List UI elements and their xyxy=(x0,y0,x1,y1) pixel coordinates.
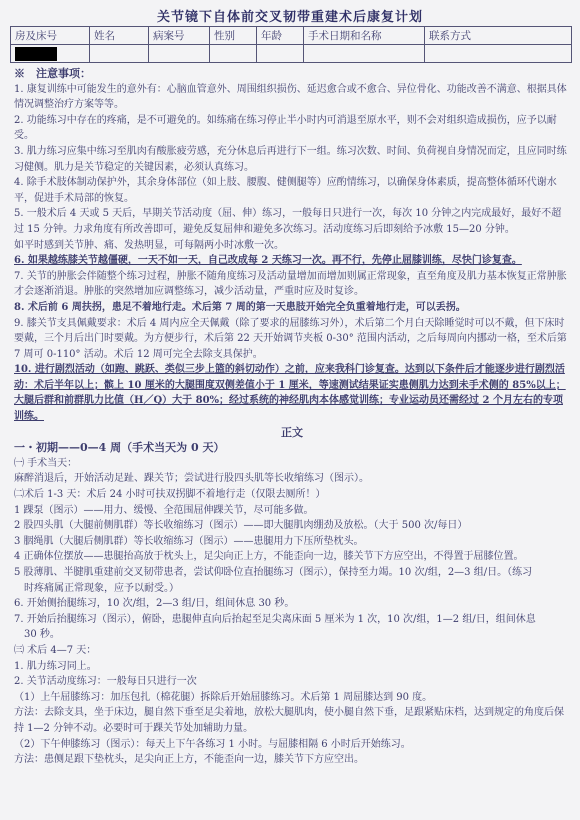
note-9: 9. 膝关节支具佩戴要求：术后 4 周内应全天佩戴（除了要求的屈膝练习外），术后第二个月白天除睡觉时可以不戴，但下床时要戴，三个月后出门时要戴。为方便步行，术后第 22 天开始调节夹板 0-30° 范围内活动，之后每周向内挪动一格，至术后第 7 周可 0-110° 活动。术后 12 周可完全去除支具保护。 xyxy=(14,317,567,360)
info-value-row xyxy=(11,45,572,63)
info-value-contact xyxy=(425,45,572,63)
morning-flexion: （1）上午屈膝练习：加压包扎（棉花腿）拆除后开始屈膝练习。术后第 1 周屈膝达到 90 度。 xyxy=(14,691,433,703)
body-heading: 正文 xyxy=(281,425,303,439)
days1-3-title: ㈡术后 1-3 天：术后 24 小时可扶双拐脚不着地行走（仅限去厕所！） xyxy=(14,489,326,501)
note-1: 1. 康复训练中可能发生的意外有：心脑血管意外、周围组织损伤、延迟愈合或不愈合、异位骨化、功能改善不满意、根据具体情况调整治疗方案等等。 xyxy=(14,83,567,111)
day0-text: 麻醉消退后，开始活动足趾、踝关节；尝试进行股四头肌等长收缩练习（图示）。 xyxy=(14,473,369,485)
notes-heading: ※ 注意事项： xyxy=(14,67,91,80)
exercise-7: 7. 开始后抬腿练习（图示），俯卧，患腿伸直向后抬起至足尖离床面 5 厘米为 1 次，10 次/组，1—2 组/日，组间休息 xyxy=(14,613,536,625)
note-7: 7. 关节的肿胀会伴随整个练习过程，肿胀不随角度练习及活动量增加而增加则属正常现象，直至角度及肌力基本恢复正常肿胀才会逐渐消退。肿胀的突然增加应调整练习，减少活动量，严重时应及时复诊。 xyxy=(14,270,567,298)
exercise-1: 1 踝泵（图示）——用力、缓慢、全范围屈伸踝关节，尽可能多做。 xyxy=(14,504,314,516)
exercise-3: 3 胭绳肌（大腿后侧肌群）等长收缩练习（图示）——患腿用力下压所垫枕头。 xyxy=(14,535,364,547)
document-title: 关节镜下自体前交叉韧带重建术后康复计划 xyxy=(156,10,423,25)
info-cell-surgery: 手术日期和名称 xyxy=(304,27,425,45)
info-cell-room: 房及床号 xyxy=(11,27,90,45)
document-body xyxy=(14,66,570,768)
exercise-5: 5 股薄肌、半腱肌重建前交叉韧带患者，尝试仰卧位直抬腿练习（图示），保持至力竭。10 次/组，2—3 组/日。（练习 xyxy=(14,567,533,578)
info-value-age xyxy=(257,45,304,63)
info-value-surgery xyxy=(304,45,425,63)
day0-title: ㈠ 手术当天： xyxy=(14,457,78,469)
info-value-name xyxy=(90,45,149,63)
patient-info-table xyxy=(10,26,572,63)
info-value-room xyxy=(11,45,90,63)
note-10: 10. 进行剧烈活动（如跑、跳跃、类似三步上篮的斜切动作）之前，应来我科门诊复查。达到以下条件后才能逐步进行剧烈活动：术后半年以上；髌上 10 厘米的大腿围度双侧差值小于 1 厘米，等速测试结果证实患侧肌力达到未手术侧的 85%以上；大腿后群和前群肌力比值（H／Q）大于 80%；经过系统的神经肌肉本体感觉训练；专业运动员还需经过 2 个月左右的专项训练。 xyxy=(14,364,566,423)
redaction-block xyxy=(15,47,57,61)
info-cell-name: 姓名 xyxy=(90,27,149,45)
exercise-6: 6. 开始侧抬腿练习，10 次/组，2—3 组/日，组间休息 30 秒。 xyxy=(14,598,295,610)
days4-7-title: ㈢ 术后 4—7 天： xyxy=(14,644,97,656)
note-5: 5. 一般术后 4 天或 5 天后，早期关节活动度（屈、伸）练习，一般每日只进行一次，每次 10 分钟之内完成最好，最好不超过 15 分钟。力求角度有所改善即可，避免反复屈伸和避免多次练习。活动度练习后即刻给予冰敷 15—20 分钟。 xyxy=(14,208,562,235)
note-8: 8. 术后前 6 周扶拐，患足不着地行走。术后第 7 周的第一天患肢开始完全负重着地行走，可以丢拐。 xyxy=(14,301,466,313)
info-value-record xyxy=(149,45,210,63)
info-value-sex xyxy=(210,45,257,63)
note-5-extra: 如平时感到关节肿、痛、发热明显，可每隔两小时冰敷一次。 xyxy=(14,239,284,251)
info-cell-age: 年龄 xyxy=(257,27,304,45)
afternoon-extension-method: 方法：患侧足跟下垫枕头，足尖向正上方，不能歪向一边，膝关节下方应空出。 xyxy=(14,754,364,766)
note-2: 2. 功能练习中存在的疼痛，是不可避免的。如练痛在练习停止半小时内可消退至原水平，则不会对组织造成损伤，应予以耐受。 xyxy=(14,114,557,142)
afternoon-extension: （2）下午伸膝练习（图示）：每天上下午各练习 1 小时。与屈膝相隔 6 小时后开始练习。 xyxy=(14,738,411,750)
morning-flexion-method: 方法：去除支具，坐于床边，腿自然下垂至足尖着地，放松大腿肌肉，使小腿自然下垂，足跟紧贴床档，达到规定的角度后保持 1—2 分钟不动。必要时可于踝关节处加辅助力量。 xyxy=(14,707,564,734)
exercise-4: 4 正确体位摆放——患腿抬高放于枕头上，足尖向正上方，不能歪向一边，膝关节下方应空出，不得置于屈膝位置。 xyxy=(14,551,524,563)
exercise-7-cont: 30 秒。 xyxy=(24,629,60,641)
note-3: 3. 肌力练习应集中练习至肌肉有酸胀疲劳感，充分休息后再进行下一组。练习次数、时间、负荷视自身情况而定，且应同时练习健侧。肌力是关节稳定的关键因素，必须认真练习。 xyxy=(14,145,567,173)
followup-2: 2. 关节活动度练习：一般每日只进行一次 xyxy=(14,676,197,688)
info-cell-record: 病案号 xyxy=(149,27,210,45)
note-4: 4. 除手术肢体制动保护外，其余身体部位（如上肢、腰腹、健侧腿等）应酌情练习，以确保身体素质，提高整体循环代谢水平，促进手术局部的恢复。 xyxy=(14,177,557,204)
phase1-heading: 一・初期——0—4 周（手术当天为 0 天） xyxy=(14,441,225,455)
followup-1: 1. 肌力练习同上。 xyxy=(14,660,97,672)
info-cell-sex: 性别 xyxy=(210,27,257,45)
info-cell-contact: 联系方式 xyxy=(425,27,572,45)
note-6: 6. 如果越练膝关节越僵硬，一天不如一天，自己改成每 2 天练习一次。再不行，先停止屈膝训练，尽快门诊复查。 xyxy=(14,255,522,267)
info-header-row xyxy=(11,27,572,45)
exercise-2: 2 股四头肌（大腿前侧肌群）等长收缩练习（图示）——即大腿肌肉绷劲及放松。（大于 500 次/每日） xyxy=(14,520,468,532)
exercise-5-cont: 时疼痛属正常现象，应予以耐受。） xyxy=(24,582,179,594)
